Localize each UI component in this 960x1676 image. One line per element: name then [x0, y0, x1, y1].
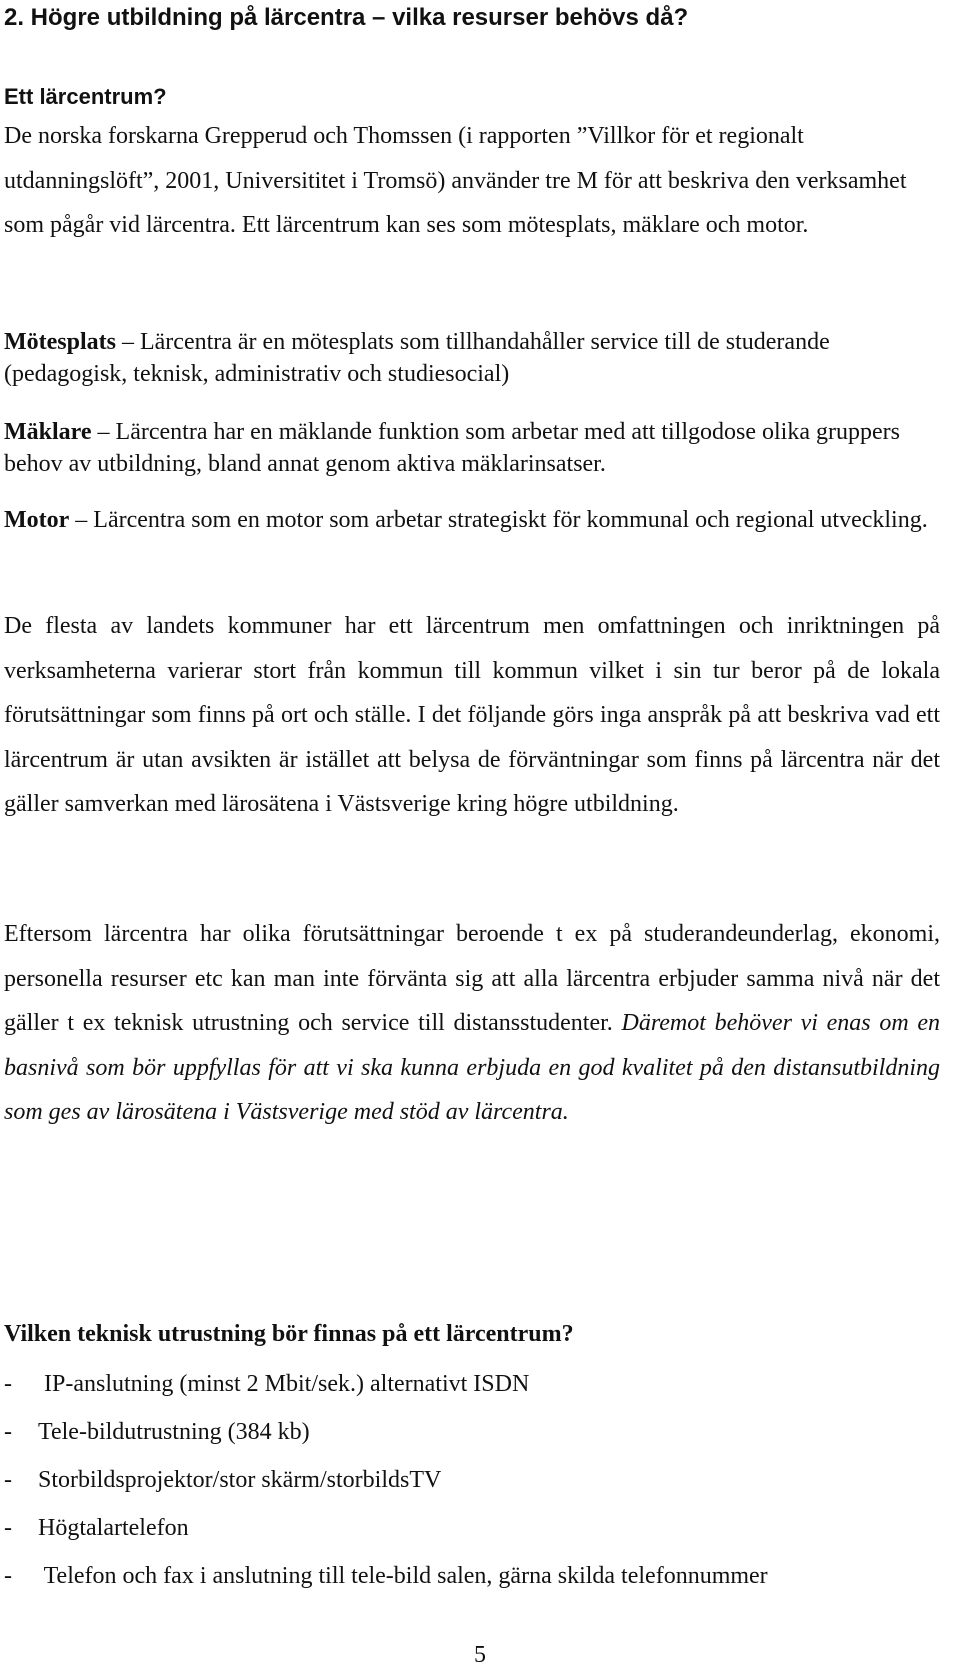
list-dash: - — [4, 1563, 12, 1589]
equipment-list — [4, 1360, 940, 1600]
list-item-text: IP-anslutning (minst 2 Mbit/sek.) alternativt ISDN — [38, 1371, 530, 1397]
definition-broker — [4, 416, 940, 480]
list-item — [4, 1552, 940, 1600]
list-dash: - — [4, 1515, 12, 1541]
list-item — [4, 1456, 940, 1504]
list-dash: - — [4, 1371, 12, 1397]
definition-term: Mäklare — [4, 419, 92, 445]
list-item — [4, 1408, 940, 1456]
list-item — [4, 1360, 940, 1408]
definition-meetingplace — [4, 326, 940, 390]
list-item — [4, 1504, 940, 1552]
list-dash: - — [4, 1419, 12, 1445]
resources-italic-text: Däremot behöver vi enas om en basnivå som bör uppfyllas för att vi ska kunna erbjuda en god kvalitet på den distansutbildning som ges av lärosätena i Västsverige med stöd av lärcentra. — [4, 1010, 940, 1125]
definition-term: Mötesplats — [4, 329, 116, 355]
definition-text: – Lärcentra som en motor som arbetar strategiskt för kommunal och regional utveckling. — [69, 507, 928, 533]
list-dash: - — [4, 1467, 12, 1493]
page-number: 5 — [474, 1642, 486, 1668]
municipalities-paragraph: De flesta av landets kommuner har ett lärcentrum men omfattningen och inriktningen på verksamheterna varierar stort från kommun till kommun vilket i sin tur beror på de lokala förutsättningar som finns på ort och ställe. I det följande görs inga anspråk på att beskriva vad ett lärcentrum är utan avsikten är istället att belysa de förväntningar som finns på lärcentra när det gäller samverkan med lärosätena i Västsverige kring högre utbildning. — [4, 613, 940, 817]
definition-engine — [4, 504, 940, 536]
intro-paragraph: De norska forskarna Grepperud och Thomssen (i rapporten ”Villkor för et regionalt utdanningslöft”, 2001, Universititet i Tromsö) använder tre M för att beskriva den verksamhet som pågår vid lärcentra. Ett lärcentrum kan ses som mötesplats, mäklare och motor. — [4, 123, 907, 238]
equipment-title: Vilken teknisk utrustning bör finnas på ett lärcentrum? — [4, 1321, 574, 1347]
document-page — [4, 0, 940, 1589]
list-item-text: Telefon och fax i anslutning till tele-bild salen, gärna skilda telefonnummer — [38, 1563, 768, 1589]
section-heading: 2. Högre utbildning på lärcentra – vilka resurser behövs då? — [4, 4, 689, 31]
definition-text: – Lärcentra är en mötesplats som tillhandahåller service till de studerande (pedagogisk, teknisk, administrativ och studiesocial) — [4, 329, 830, 387]
definition-term: Motor — [4, 507, 70, 533]
list-item-text: Högtalartelefon — [38, 1515, 189, 1541]
list-item-text: Tele-bildutrustning (384 kb) — [38, 1419, 310, 1445]
resources-paragraph — [4, 912, 940, 1135]
definition-text: – Lärcentra har en mäklande funktion som arbetar med att tillgodose olika gruppers behov av utbildning, bland annat genom aktiva mäklarinsatser. — [4, 419, 900, 477]
list-item-text: Storbildsprojektor/stor skärm/storbildsTV — [38, 1467, 442, 1493]
resources-text: Eftersom lärcentra har olika förutsättningar beroende t ex på studerandeunderlag, ekonomi, personella resurser etc kan man inte förvänta sig att alla lärcentra erbjuder samma nivå när det gäller t ex teknisk utrustning och service till distansstudenter. — [4, 921, 940, 1036]
subheading: Ett lärcentrum? — [4, 84, 167, 109]
